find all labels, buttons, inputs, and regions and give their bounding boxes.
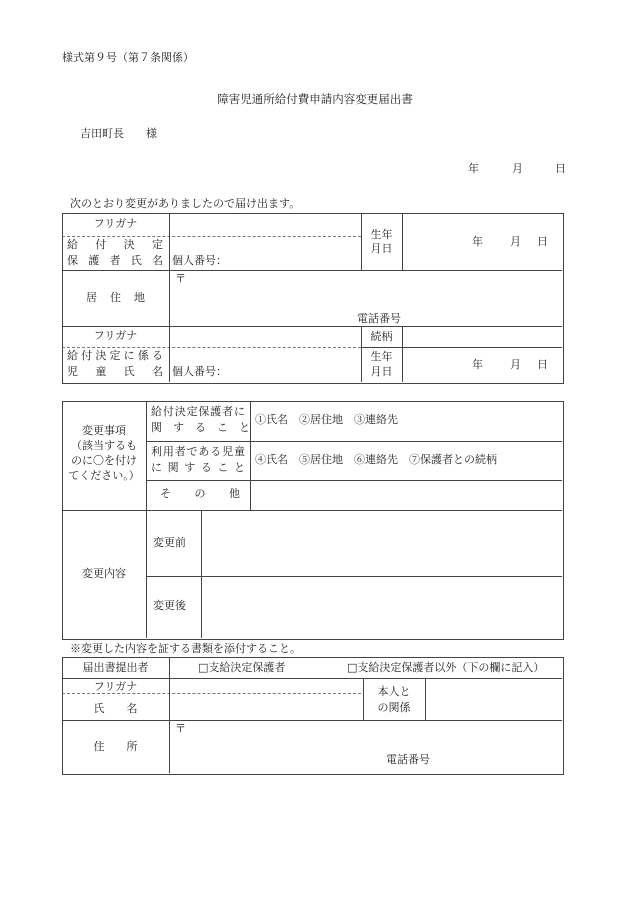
child-relation-label: 続柄 [370,330,393,343]
change-row1-divider [146,441,562,442]
change-row1-label-1 [151,406,245,419]
guardian-birth-label-1: 生年 [370,228,393,241]
submitter-furigana-label: フリガナ [93,680,138,693]
guardian-birth-day[interactable]: 日 [537,235,548,248]
guardian-name-label-2 [67,255,163,268]
child-furigana-label: フリガナ [93,329,138,342]
change-row3-label [160,488,240,501]
child-my-number-label: 個人番号： [172,365,227,378]
guardian-birth-month[interactable]: 月 [510,235,521,248]
form-number: 様式第９号（第７条関係） [62,51,194,64]
submitter-relation-field[interactable] [426,679,561,719]
submitter-address-label: 住 所 [93,740,138,753]
child-birth-day[interactable]: 日 [537,358,548,371]
form-title: 障害児通所給付費申請内容変更届出書 [217,92,413,106]
intro-text: 次のとおり変更がありましたので届け出ます。 [70,197,301,210]
after-field[interactable] [202,577,561,637]
change-row1-label-2 [151,421,250,435]
change-row1-options[interactable]: ①氏名 ②居住地 ③連絡先 [255,413,398,426]
change-row2-options[interactable]: ④氏名 ⑤居住地 ⑥連絡先 ⑦保護者との続柄 [255,453,497,466]
child-name-label-1 [67,350,163,363]
date-day[interactable]: 日 [555,162,566,175]
change-row3-label-text: そ の 他 [160,487,240,500]
child-birth-label-2: 月日 [370,365,393,378]
change-items-label-1: 変更事項 [82,424,126,437]
submitter-postal-mark: 〒 [175,722,186,735]
submitter-phone-label: 電話番号 [386,753,430,766]
relation-row-divider [361,347,562,348]
submitter-option-other[interactable]: □支給決定保護者以外（下の欄に記入） [347,661,545,674]
guardian-phone-label: 電話番号 [357,312,401,325]
before-field[interactable] [202,511,561,575]
guardian-my-number-label: 個人番号： [172,254,227,267]
change-items-label-3: のに〇を付け [71,454,137,467]
submitter-address-field[interactable] [170,721,561,772]
before-label: 変更前 [153,536,186,549]
child-birth-label-1: 生年 [370,350,393,363]
change-other-field[interactable] [251,481,561,509]
guardian-name-label-text-2: 保 護 者 氏 名 [67,254,163,267]
submitter-label: 届出書提出者 [82,661,149,674]
attachment-note: ※変更した内容を証する書類を添付すること。 [70,642,301,655]
change-row2-label-text-2: に 関 す る こ と [151,461,245,474]
addressee: 吉田町長 様 [80,127,157,140]
guardian-name-label-text-1: 給 付 決 定 [67,238,163,251]
date-year[interactable]: 年 [468,162,479,175]
child-name-label-2 [67,366,163,379]
guardian-postal-mark: 〒 [175,272,186,285]
change-row2-label-1 [151,446,245,459]
submitter-relation-label-1: 本人と [377,685,411,698]
child-name-label-text-2: 児 童 氏 名 [67,365,163,378]
change-label-column-divider [146,401,147,638]
change-items-label-2: （該当するも [71,439,137,452]
guardian-name-label-1 [67,239,163,252]
submitter-name-label: 氏 名 [93,702,138,715]
child-relation-field[interactable] [403,327,561,346]
child-birth-year[interactable]: 年 [472,358,483,371]
change-row1-label-text-2: 関 す る こ と [151,421,250,434]
child-birth-month[interactable]: 月 [510,358,521,371]
guardian-birth-label-2: 月日 [370,242,393,255]
date-month[interactable]: 月 [512,162,523,175]
guardian-furigana-label: フリガナ [93,217,138,230]
after-label: 変更後 [153,599,186,612]
change-row1-label-text-1: 給付決定保護者に [151,405,245,418]
submitter-option-guardian[interactable]: □支給決定保護者 [198,661,286,674]
submitter-relation-label-2: の関係 [377,701,411,714]
guardian-birth-year[interactable]: 年 [472,235,483,248]
change-row2-label-2 [151,462,245,475]
guardian-address-label: 居 住 地 [86,291,146,304]
change-content-label: 変更内容 [82,567,126,580]
guardian-birth-value-divider [402,213,403,270]
child-name-label-text-1: 給付決定に係る [67,349,163,362]
change-items-label-4: てください。） [68,469,140,482]
guardian-name-field[interactable] [170,214,360,269]
submitter-name-field[interactable] [170,679,362,719]
change-row2-label-text-1: 利用者である児童 [151,445,245,458]
